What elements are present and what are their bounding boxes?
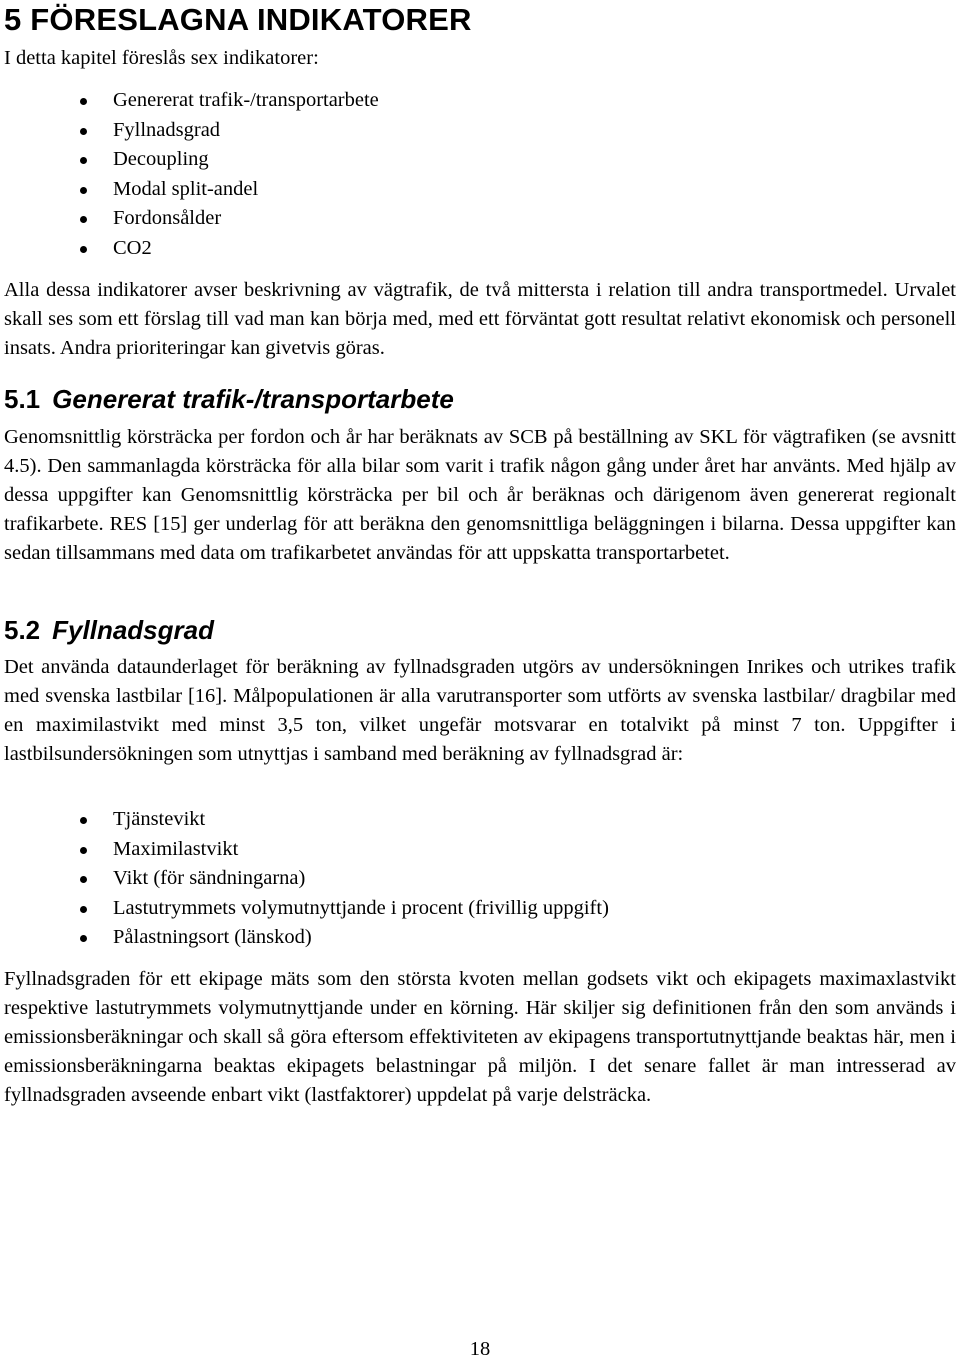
bullet-icon [80,157,87,164]
list-item: CO2 [4,234,379,264]
bullet-icon [80,128,87,135]
chapter-number: 5 [4,2,22,37]
bullet-icon [80,216,87,223]
section-number: 5.2 [4,615,41,645]
list-item: Tjänstevikt [4,805,609,835]
list-item: Pålastningsort (länskod) [4,923,609,953]
list-item: Lastutrymmets volymutnyttjande i procent (frivillig uppgift) [4,894,609,924]
page-number: 18 [469,1338,491,1360]
bullet-icon [80,876,87,883]
list-item: Maximilastvikt [4,835,609,865]
section-5-2-body-1: Det använda dataunderlaget för beräkning av fyllnadsgraden utgörs av undersökningen Inrikes och utrikes trafik med svenska lastbilar [16]. Målpopulationen är alla varutransporter som utförts av svenska lastbilar/ dragbilar med en maximilastvikt med minst 3,5 ton, vilket ungefär motsvarar en totalvikt på minst 7 ton. Uppgifter i lastbilsundersökningen som utnyttjas i samband med beräkning av fyllnadsgrad är: [4,656,956,765]
section-title: Genererat trafik-/transportarbete [52,384,454,414]
section-heading-5-2 [4,614,214,646]
list-item: Fyllnadsgrad [4,116,379,146]
indicator-list [4,86,379,263]
section-heading-5-1 [4,383,454,415]
chapter-summary: Alla dessa indikatorer avser beskrivning av vägtrafik, de två mittersta i relation till andra transportmedel. Urvalet skall ses som ett förslag till vad man kan börja med, med ett förväntat gott resultat relativt ekonomisk och personell insats. Andra prioriteringar kan givetvis göras. [4,279,956,359]
list-item: Modal split-andel [4,175,379,205]
section-5-1-body: Genomsnittlig körsträcka per fordon och år har beräknats av SCB på beställning av SKL för vägtrafiken (se avsnitt 4.5). Den sammanlagda körsträcka för alla bilar som varit i trafik någon gång under året har använts. Med hjälp av dessa uppgifter kan Genomsnittlig körsträcka per bil och år beräknas och därigenom även genererat regionalt trafikarbete. RES [15] ger underlag för att beräkna den genomsnittliga beläggningen i bilarna. Dessa uppgifter kan sedan tillsammans med data om trafikarbetet användas för att uppskatta transportarbetet. [4,426,956,564]
bullet-icon [80,246,87,253]
chapter-intro: I detta kapitel föreslås sex indikatorer: [4,47,319,69]
bullet-icon [80,935,87,942]
list-item: Decoupling [4,145,379,175]
chapter-heading [4,2,472,38]
bullet-icon [80,187,87,194]
bullet-icon [80,98,87,105]
section-title: Fyllnadsgrad [52,615,214,645]
bullet-icon [80,847,87,854]
data-item-list [4,805,609,953]
list-item: Vikt (för sändningarna) [4,864,609,894]
list-item: Fordonsålder [4,204,379,234]
bullet-icon [80,817,87,824]
bullet-icon [80,906,87,913]
section-number: 5.1 [4,384,41,414]
list-item: Genererat trafik-/transportarbete [4,86,379,116]
section-5-2-body-2: Fyllnadsgraden för ett ekipage mäts som den största kvoten mellan godsets vikt och ekipagets maximaxlastvikt respektive lastutrymmets volymutnyttjande under en körning. Här skiljer sig definitionen från den som används i emissionsberäkningar och skall så göra eftersom effektiviteten av ekipagens transportutnyttjande beaktas här, men i emissionsberäkningarna beaktas ekipagets belastningar på miljön. I det senare fallet är man intresserad av fyllnadsgraden avseende enbart vikt (lastfaktorer) uppdelat på varje delsträcka. [4,968,956,1106]
chapter-title: FÖRESLAGNA INDIKATORER [30,2,472,37]
